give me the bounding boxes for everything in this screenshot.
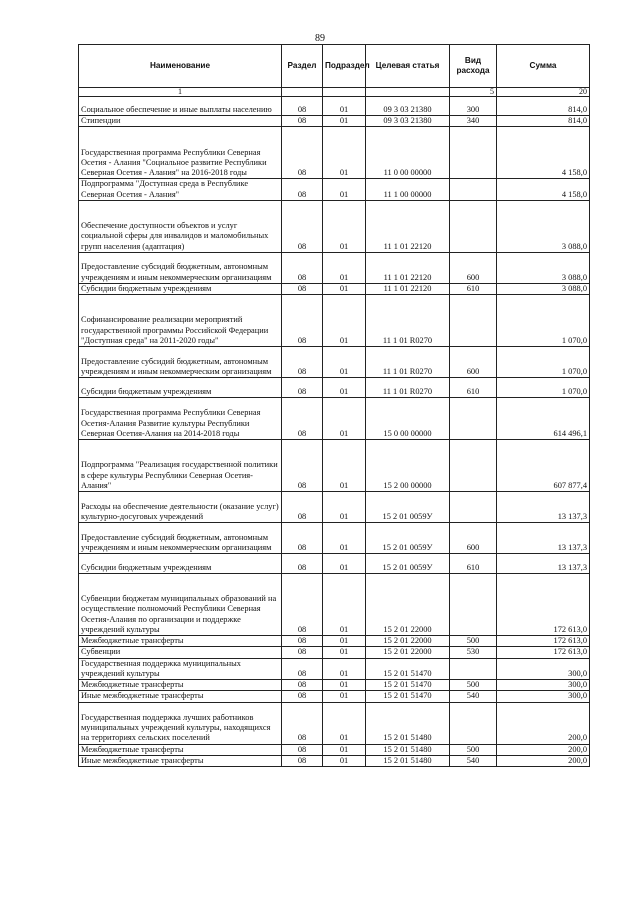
cell-name: Подпрограмма "Доступная среда в Республике Северная Осетия - Алания" (79, 179, 282, 201)
cell-razdel: 08 (282, 252, 323, 283)
cell-expense-type: 500 (450, 680, 497, 691)
table-row (79, 378, 590, 398)
cell-razdel: 08 (282, 680, 323, 691)
column-number (282, 88, 323, 97)
cell-target-article: 11 1 01 22120 (366, 200, 450, 252)
cell-name: Субвенции (79, 647, 282, 658)
cell-expense-type (450, 179, 497, 201)
cell-target-article: 15 2 01 22000 (366, 636, 450, 647)
cell-name: Межбюджетные трансферты (79, 636, 282, 647)
cell-razdel: 08 (282, 523, 323, 554)
cell-podrazdel: 01 (323, 378, 366, 398)
header-row (79, 45, 590, 88)
cell-target-article: 15 2 01 0059У (366, 554, 450, 574)
cell-target-article: 15 0 00 00000 (366, 398, 450, 440)
cell-target-article: 11 1 01 R0270 (366, 378, 450, 398)
cell-amount: 614 496,1 (497, 398, 590, 440)
cell-amount: 3 088,0 (497, 283, 590, 294)
cell-amount: 1 070,0 (497, 295, 590, 347)
cell-expense-type (450, 574, 497, 636)
cell-expense-type (450, 398, 497, 440)
column-number: 1 (79, 88, 282, 97)
cell-expense-type (450, 440, 497, 492)
cell-expense-type: 600 (450, 252, 497, 283)
cell-name: Субсидии бюджетным учреждениям (79, 554, 282, 574)
cell-amount: 814,0 (497, 97, 590, 116)
cell-name: Субсидии бюджетным учреждениям (79, 283, 282, 294)
cell-expense-type: 600 (450, 347, 497, 378)
cell-podrazdel: 01 (323, 295, 366, 347)
cell-target-article: 15 2 01 51470 (366, 680, 450, 691)
cell-expense-type (450, 200, 497, 252)
cell-target-article: 11 1 00 00000 (366, 179, 450, 201)
table-row (79, 116, 590, 127)
cell-podrazdel: 01 (323, 658, 366, 680)
table-row (79, 744, 590, 755)
table-row (79, 200, 590, 252)
column-number: 20 (497, 88, 590, 97)
cell-podrazdel: 01 (323, 398, 366, 440)
table-row (79, 680, 590, 691)
table-row (79, 574, 590, 636)
cell-razdel: 08 (282, 347, 323, 378)
cell-name: Социальное обеспечение и иные выплаты населению (79, 97, 282, 116)
cell-name: Подпрограмма "Реализация государственной политики в сфере культуры Республики Северная Осетия-Алания" (79, 440, 282, 492)
cell-name: Стипендии (79, 116, 282, 127)
cell-name: Государственная программа Республики Северная Осетия - Алания "Социальное развитие Республики Северная Осетия - Алания" на 2016-2018 годы (79, 127, 282, 179)
cell-podrazdel: 01 (323, 755, 366, 766)
cell-target-article: 15 2 01 51480 (366, 744, 450, 755)
header-summa: Сумма (497, 45, 590, 88)
cell-expense-type (450, 658, 497, 680)
cell-expense-type: 610 (450, 283, 497, 294)
cell-podrazdel: 01 (323, 116, 366, 127)
cell-name: Межбюджетные трансферты (79, 680, 282, 691)
cell-expense-type (450, 127, 497, 179)
table-row (79, 440, 590, 492)
cell-name: Государственная поддержка муниципальных учреждений культуры (79, 658, 282, 680)
table-row (79, 97, 590, 116)
cell-target-article: 15 2 01 51480 (366, 755, 450, 766)
cell-podrazdel: 01 (323, 179, 366, 201)
cell-name: Предоставление субсидий бюджетным, автономным учреждениям и иным некоммерческим организациям (79, 252, 282, 283)
cell-amount: 200,0 (497, 702, 590, 744)
table-row (79, 127, 590, 179)
cell-target-article: 09 3 03 21380 (366, 97, 450, 116)
cell-target-article: 15 2 01 51470 (366, 658, 450, 680)
cell-amount: 172 613,0 (497, 574, 590, 636)
cell-razdel: 08 (282, 755, 323, 766)
cell-amount: 300,0 (497, 658, 590, 680)
cell-amount: 13 137,3 (497, 492, 590, 523)
cell-podrazdel: 01 (323, 200, 366, 252)
cell-name: Предоставление субсидий бюджетным, автономным учреждениям и иным некоммерческим организациям (79, 523, 282, 554)
cell-podrazdel: 01 (323, 127, 366, 179)
cell-target-article: 15 2 01 51470 (366, 691, 450, 702)
cell-razdel: 08 (282, 744, 323, 755)
cell-name: Субсидии бюджетным учреждениям (79, 378, 282, 398)
cell-amount: 13 137,3 (497, 523, 590, 554)
cell-razdel: 08 (282, 179, 323, 201)
cell-podrazdel: 01 (323, 647, 366, 658)
cell-expense-type: 530 (450, 647, 497, 658)
cell-razdel: 08 (282, 398, 323, 440)
cell-target-article: 11 1 01 22120 (366, 283, 450, 294)
cell-target-article: 15 2 01 0059У (366, 492, 450, 523)
table-row (79, 492, 590, 523)
cell-amount: 3 088,0 (497, 252, 590, 283)
cell-name: Предоставление субсидий бюджетным, автономным учреждениям и иным некоммерческим организациям (79, 347, 282, 378)
cell-razdel: 08 (282, 283, 323, 294)
cell-expense-type: 600 (450, 523, 497, 554)
cell-amount: 607 877,4 (497, 440, 590, 492)
cell-amount: 200,0 (497, 744, 590, 755)
cell-target-article: 11 1 01 R0270 (366, 347, 450, 378)
cell-razdel: 08 (282, 97, 323, 116)
cell-name: Расходы на обеспечение деятельности (оказание услуг) культурно-досуговых учреждений (79, 492, 282, 523)
cell-amount: 4 158,0 (497, 179, 590, 201)
table-row (79, 554, 590, 574)
page-number: 89 (315, 33, 325, 44)
cell-podrazdel: 01 (323, 440, 366, 492)
cell-amount: 172 613,0 (497, 636, 590, 647)
table-row (79, 179, 590, 201)
cell-podrazdel: 01 (323, 252, 366, 283)
cell-target-article: 15 2 01 0059У (366, 523, 450, 554)
cell-amount: 3 088,0 (497, 200, 590, 252)
cell-expense-type: 300 (450, 97, 497, 116)
cell-target-article: 11 1 01 22120 (366, 252, 450, 283)
cell-razdel: 08 (282, 658, 323, 680)
cell-name: Субвенции бюджетам муниципальных образований на осуществление полномочий Республики Северная Осетия-Алания по организации и поддержке учреждений культуры (79, 574, 282, 636)
cell-target-article: 15 2 01 51480 (366, 702, 450, 744)
column-number (366, 88, 450, 97)
column-number-row (79, 88, 590, 97)
cell-expense-type: 610 (450, 554, 497, 574)
table-row (79, 636, 590, 647)
cell-amount: 172 613,0 (497, 647, 590, 658)
cell-podrazdel: 01 (323, 574, 366, 636)
cell-amount: 1 070,0 (497, 378, 590, 398)
table-row (79, 295, 590, 347)
cell-razdel: 08 (282, 378, 323, 398)
cell-expense-type (450, 492, 497, 523)
table-row (79, 347, 590, 378)
cell-expense-type (450, 295, 497, 347)
cell-expense-type: 340 (450, 116, 497, 127)
cell-razdel: 08 (282, 116, 323, 127)
header-statya: Целевая статья (366, 45, 450, 88)
cell-amount: 4 158,0 (497, 127, 590, 179)
cell-expense-type: 500 (450, 636, 497, 647)
cell-target-article: 11 1 01 R0270 (366, 295, 450, 347)
cell-razdel: 08 (282, 702, 323, 744)
cell-amount: 300,0 (497, 680, 590, 691)
column-number: 5 (450, 88, 497, 97)
cell-razdel: 08 (282, 636, 323, 647)
cell-razdel: 08 (282, 647, 323, 658)
table-row (79, 691, 590, 702)
cell-razdel: 08 (282, 492, 323, 523)
cell-podrazdel: 01 (323, 691, 366, 702)
cell-amount: 1 070,0 (497, 347, 590, 378)
cell-podrazdel: 01 (323, 492, 366, 523)
cell-podrazdel: 01 (323, 636, 366, 647)
cell-amount: 200,0 (497, 755, 590, 766)
cell-razdel: 08 (282, 200, 323, 252)
cell-podrazdel: 01 (323, 523, 366, 554)
header-razdel: Раздел (282, 45, 323, 88)
cell-name: Государственная программа Республики Северная Осетия-Алания Развитие культуры Республики Северная Осетия-Алания на 2014-2018 годы (79, 398, 282, 440)
table-row (79, 755, 590, 766)
cell-expense-type: 610 (450, 378, 497, 398)
table-row (79, 647, 590, 658)
cell-razdel: 08 (282, 127, 323, 179)
column-number (323, 88, 366, 97)
cell-target-article: 15 2 01 22000 (366, 574, 450, 636)
cell-target-article: 11 0 00 00000 (366, 127, 450, 179)
header-podrazdel: Подраздел (323, 45, 366, 88)
cell-name: Межбюджетные трансферты (79, 744, 282, 755)
cell-razdel: 08 (282, 691, 323, 702)
cell-expense-type: 540 (450, 691, 497, 702)
cell-amount: 13 137,3 (497, 554, 590, 574)
cell-amount: 300,0 (497, 691, 590, 702)
cell-name: Иные межбюджетные трансферты (79, 691, 282, 702)
cell-amount: 814,0 (497, 116, 590, 127)
header-vid: Вид расхода (450, 45, 497, 88)
cell-target-article: 09 3 03 21380 (366, 116, 450, 127)
cell-target-article: 15 2 00 00000 (366, 440, 450, 492)
table-row (79, 398, 590, 440)
cell-razdel: 08 (282, 554, 323, 574)
cell-podrazdel: 01 (323, 283, 366, 294)
cell-podrazdel: 01 (323, 680, 366, 691)
cell-expense-type: 540 (450, 755, 497, 766)
table-row (79, 702, 590, 744)
cell-podrazdel: 01 (323, 97, 366, 116)
budget-table (78, 44, 590, 767)
cell-name: Иные межбюджетные трансферты (79, 755, 282, 766)
table-row (79, 658, 590, 680)
cell-razdel: 08 (282, 295, 323, 347)
cell-target-article: 15 2 01 22000 (366, 647, 450, 658)
cell-expense-type: 500 (450, 744, 497, 755)
cell-expense-type (450, 702, 497, 744)
cell-podrazdel: 01 (323, 702, 366, 744)
cell-name: Обеспечение доступности объектов и услуг социальной сферы для инвалидов и маломобильных групп населения (адаптация) (79, 200, 282, 252)
table-row (79, 523, 590, 554)
cell-razdel: 08 (282, 440, 323, 492)
header-name: Наименование (79, 45, 282, 88)
table-row (79, 283, 590, 294)
cell-podrazdel: 01 (323, 347, 366, 378)
cell-name: Государственная поддержка лучших работников муниципальных учреждений культуры, находящихся на территориях сельских поселений (79, 702, 282, 744)
cell-name: Софинансирование реализации мероприятий государственной программы Российской Федерации "Доступная среда" на 2011-2020 годы" (79, 295, 282, 347)
table-row (79, 252, 590, 283)
cell-razdel: 08 (282, 574, 323, 636)
cell-podrazdel: 01 (323, 554, 366, 574)
cell-podrazdel: 01 (323, 744, 366, 755)
